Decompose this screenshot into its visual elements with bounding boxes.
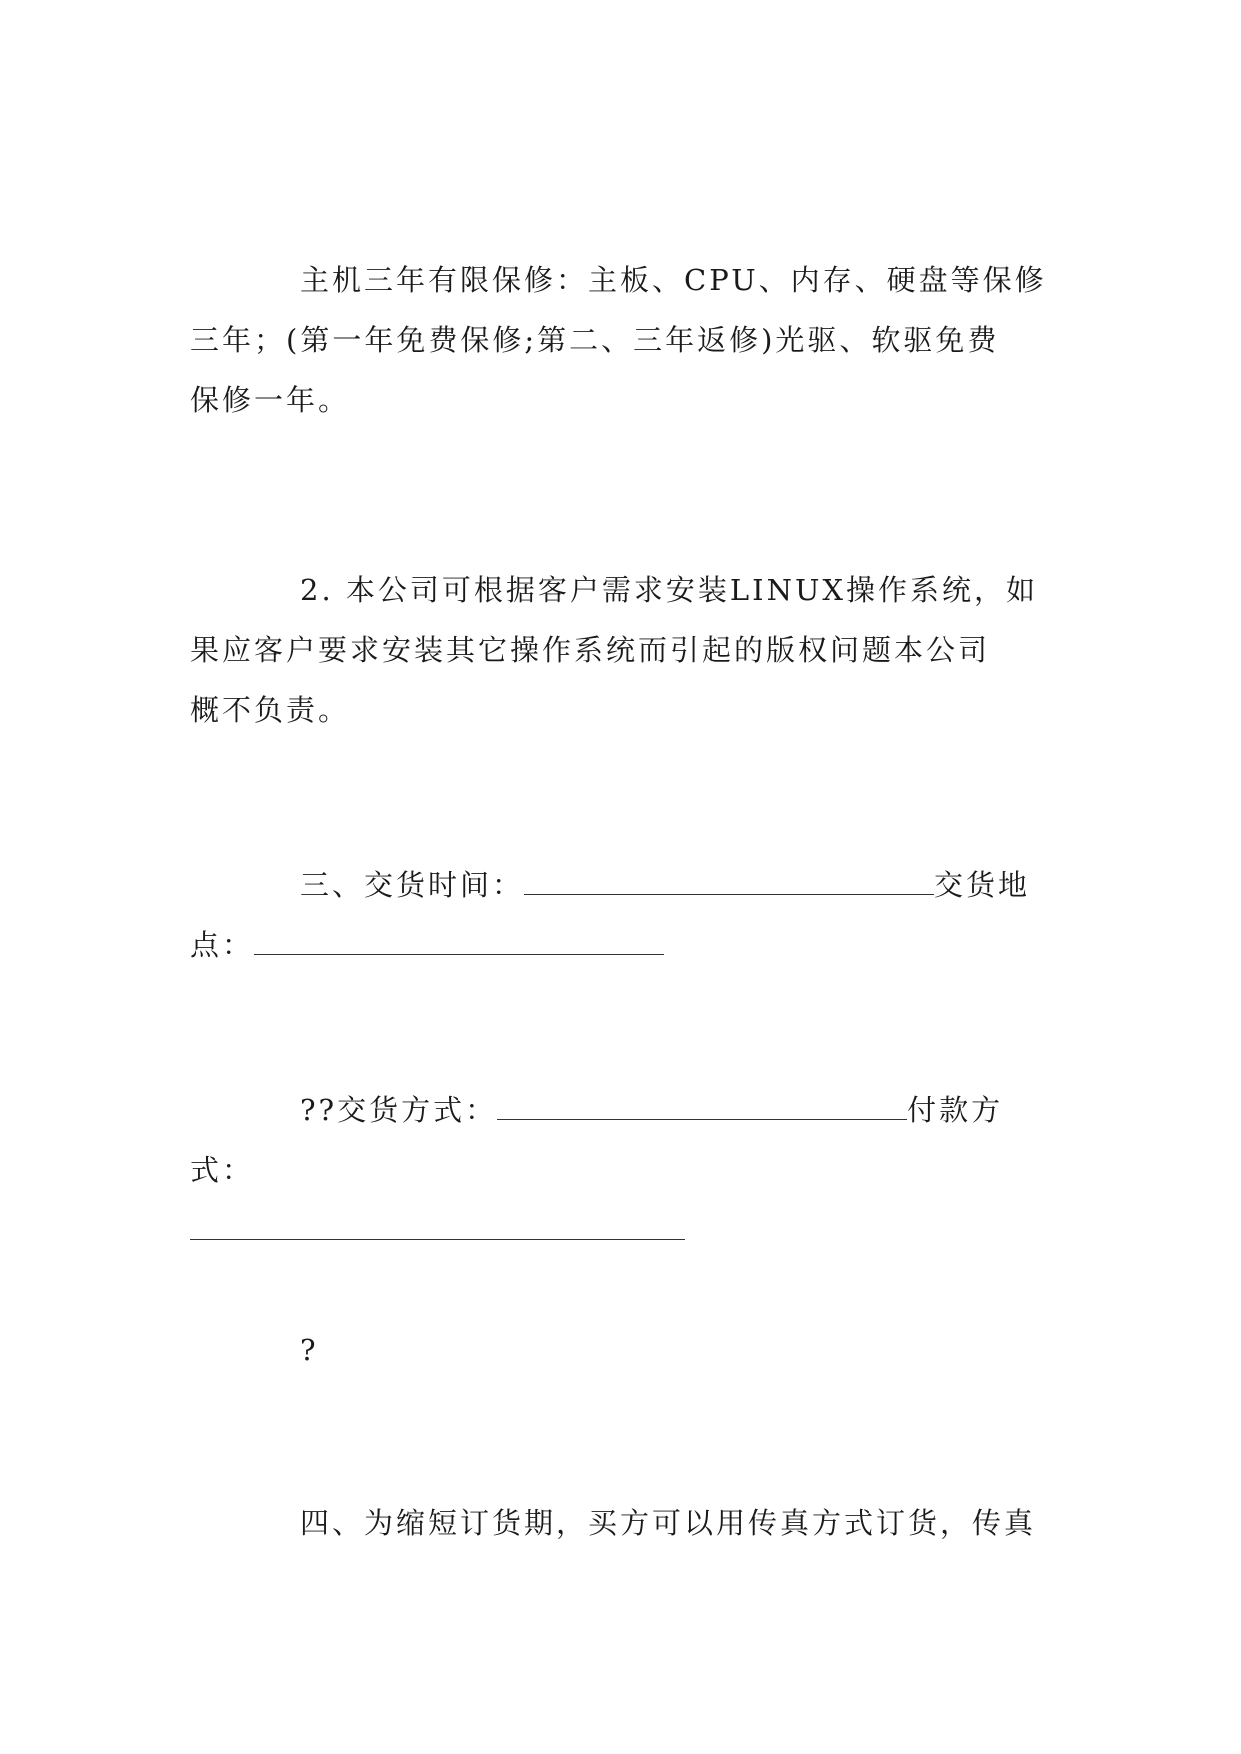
os-installation-paragraph [190,560,1050,740]
placeholder-paragraph [190,1320,1050,1380]
delivery-place-line [190,915,1050,975]
delivery-time-line [190,855,1050,915]
os-line-2: 果应客户要求安装其它操作系统而引起的版权问题本公司 [190,633,991,667]
warranty-line-3: 保修一年。 [190,383,351,417]
payment-method-label: 付款方式： [190,1093,1004,1187]
delivery-time-label: 三、交货时间： [300,868,525,902]
fax-order-line-1: 四、为缩短订货期，买方可以用传真方式订货，传真 [300,1506,1037,1540]
placeholder-mark: ? [300,1333,319,1367]
delivery-place-blank[interactable] [254,930,664,955]
warranty-line-1: 主机三年有限保修：主板、CPU、内存、硬盘等保修 [300,263,1047,297]
warranty-line-2: 三年；(第一年免费保修;第二、三年返修)光驱、软驱免费 [190,323,1000,357]
delivery-place-label-b: 点： [190,928,255,962]
os-line-1: 2. 本公司可根据客户需求安装LINUX操作系统，如 [300,573,1039,607]
payment-method-line [190,1200,1050,1260]
delivery-time-blank[interactable] [524,870,934,895]
fax-order-paragraph [190,1493,1050,1553]
delivery-method-line [190,1080,1050,1200]
delivery-place-label-a: 交货地 [934,868,1031,902]
warranty-paragraph [190,250,1050,430]
delivery-method-label: ??交货方式： [300,1093,498,1127]
delivery-method-paragraph [190,1080,1050,1260]
delivery-time-paragraph [190,855,1050,975]
os-line-3: 概不负责。 [190,693,351,727]
payment-method-blank[interactable] [190,1215,685,1240]
delivery-method-blank[interactable] [497,1095,907,1120]
